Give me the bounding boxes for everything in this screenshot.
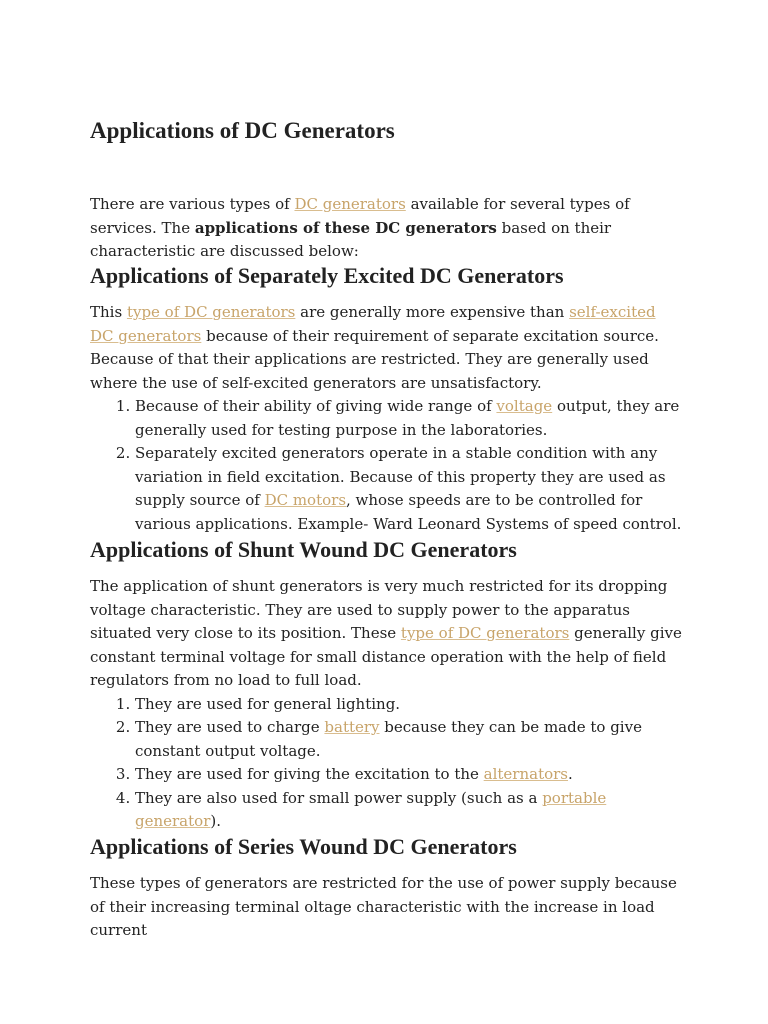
text: They are used for giving the excitation to the — [135, 765, 484, 783]
list-item: 1. They are used for general lighting. — [135, 693, 682, 717]
text: ). — [210, 812, 221, 830]
list-item — [135, 442, 682, 536]
link-portable-generator[interactable]: portable generator — [135, 788, 607, 830]
section-separately-excited — [90, 263, 682, 536]
section-paragraph — [90, 301, 682, 395]
link-dc-generators[interactable]: DC generators — [294, 195, 406, 213]
section-shunt-wound — [90, 537, 682, 834]
text: Because of their ability of giving wide range of — [135, 397, 497, 415]
link-battery[interactable]: battery — [324, 718, 380, 736]
text: , whose speeds are to be controlled for various applications. Example- Ward Leonard Systems of speed control. — [135, 491, 682, 533]
link-self-excited-dc-generators[interactable]: self-excited DC generators — [90, 303, 656, 345]
text: because they can be made to give constant output voltage. — [135, 718, 642, 760]
list-item — [135, 716, 682, 763]
page-title: Applications of DC Generators — [90, 118, 395, 143]
list-item — [135, 763, 682, 787]
text: are generally more expensive than — [295, 303, 570, 321]
text: The application of shunt generators is very much restricted for its dropping voltage characteristic. They are used to supply power to the apparatus situated very close to its position. These — [90, 577, 668, 642]
text: because of their requirement of separate excitation source. Because of that their applications are restricted. They are generally used where the use of self-excited generators are unsatisfactory. — [90, 326, 659, 392]
section-series-wound — [90, 834, 682, 943]
link-alternators[interactable]: alternators — [483, 765, 569, 783]
intro-bold-text: applications of these DC generators — [194, 218, 497, 237]
text: This — [90, 303, 127, 321]
link-type-of-dc-generators[interactable]: type of DC generators — [400, 624, 570, 642]
text: They are used to charge — [135, 718, 325, 736]
link-dc-motors[interactable]: DC motors — [264, 491, 347, 509]
text: They are also used for small power supply (such as a — [135, 788, 543, 807]
section-heading-series-wound: Applications of Series Wound DC Generators — [90, 834, 517, 859]
text: Separately excited generators operate in a stable condition with any variation in field excitation. Because of this property they are used as supply source of — [135, 444, 666, 509]
intro-text-3: based on their characteristic are discussed below: — [90, 218, 612, 260]
numbered-list — [90, 395, 682, 536]
list-item — [135, 395, 682, 442]
text: generally give constant terminal voltage for small distance operation with the help of field regulators from no load to full load. — [90, 624, 682, 689]
list-item — [135, 787, 682, 834]
section-paragraph: These types of generators are restricted for the use of power supply because of their increasing terminal oltage characteristic with the increase in load current — [90, 874, 677, 939]
text: . — [568, 765, 573, 783]
intro-text-2: available for several types of services. The — [90, 195, 630, 237]
section-heading-separately-excited: Applications of Separately Excited DC Generators — [90, 263, 564, 288]
section-heading-shunt-wound: Applications of Shunt Wound DC Generators — [90, 537, 517, 562]
link-voltage[interactable]: voltage — [496, 397, 553, 415]
link-type-of-dc-generators[interactable]: type of DC generators — [126, 303, 296, 321]
section-paragraph — [90, 575, 682, 693]
text: output, they are generally used for testing purpose in the laboratories. — [135, 397, 680, 439]
numbered-list — [90, 693, 682, 834]
intro-paragraph — [90, 193, 682, 264]
intro-text-1: There are various types of — [90, 195, 295, 213]
